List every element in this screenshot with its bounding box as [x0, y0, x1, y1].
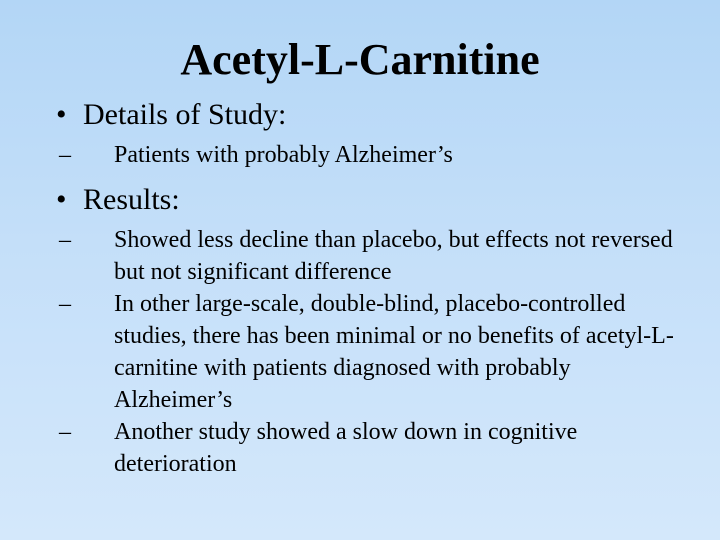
dash-marker: –: [59, 419, 71, 445]
sub-bullet-less-decline: [56, 224, 674, 288]
bullet-marker: •: [56, 183, 67, 216]
bullet-text: Details of Study:: [83, 98, 287, 131]
bullet-marker: •: [56, 98, 67, 131]
sub-bullet-other-studies: [56, 288, 674, 416]
dash-marker: –: [59, 142, 71, 168]
slide-title: Acetyl-L-Carnitine: [180, 35, 540, 84]
bullet-results: [56, 182, 696, 218]
sub-list-details: [56, 139, 696, 171]
sub-bullet-text: Another study showed a slow down in cognitive deterioration: [114, 419, 578, 477]
dash-marker: –: [59, 227, 71, 253]
sub-bullet-patients: [56, 139, 674, 171]
sub-bullet-slow-down: [56, 416, 674, 480]
sub-bullet-text: In other large-scale, double-blind, placebo-controlled studies, there has been minimal or no benefits of acetyl-L-carnitine with patients diagnosed with probably Alzheimer’s: [114, 291, 674, 413]
dash-marker: –: [59, 291, 71, 317]
bullet-text: Results:: [83, 183, 180, 216]
sub-bullet-text: Showed less decline than placebo, but effects not reversed but not significant difference: [114, 227, 673, 285]
sub-list-results: [56, 224, 696, 480]
bullet-details-of-study: [56, 97, 696, 133]
sub-bullet-text: Patients with probably Alzheimer’s: [114, 142, 453, 168]
slide-content: [56, 97, 696, 491]
